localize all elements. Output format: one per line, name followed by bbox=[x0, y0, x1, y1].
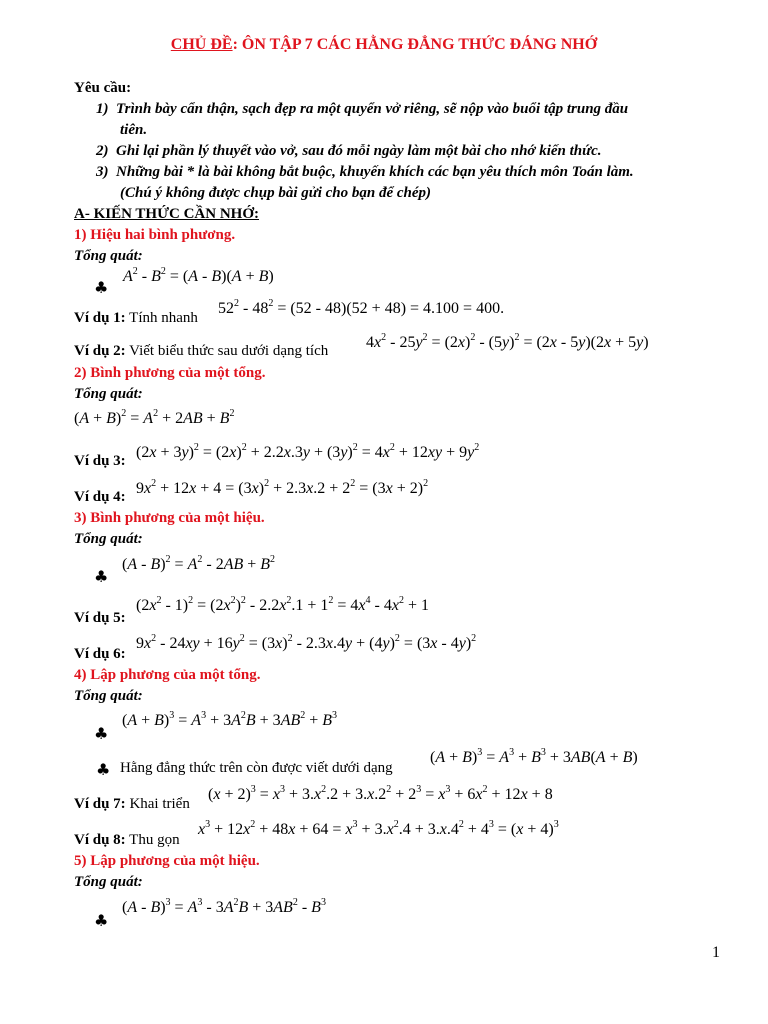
general-label: Tổng quát: bbox=[74, 688, 143, 704]
formula-example-2: $4x^2 - 25y^2 = (2x)^2 - (5y)^2 = (2x - 5y)(2x + 5y)$ bbox=[366, 332, 649, 351]
page-title bbox=[0, 36, 768, 54]
list-item-continuation: (Chú ý không được chụp bài gửi cho bạn để chép) bbox=[120, 185, 432, 201]
page-number: 1 bbox=[712, 944, 720, 961]
example-3-label: Ví dụ 3: bbox=[74, 453, 126, 469]
general-label: Tổng quát: bbox=[74, 386, 143, 402]
example-4-label: Ví dụ 4: bbox=[74, 489, 126, 505]
formula-difference-of-squares: $A^2 - B^2 = (A - B)(A + B)$ bbox=[123, 266, 274, 285]
list-item: 2) Ghi lại phần lý thuyết vào vở, sau đó mỗi ngày làm một bài cho nhớ kiến thức. bbox=[96, 143, 602, 159]
section-4-heading: 4) Lập phương của một tổng. bbox=[74, 667, 261, 683]
formula-example-6: $9x^2 - 24xy + 16y^2 = (3x)^2 - 2.3x.4y + (4y)^2 = (3x - 4y)^2$ bbox=[136, 633, 477, 652]
example-1: Ví dụ 1: Tính nhanh bbox=[74, 310, 198, 326]
formula-example-4: $9x^2 + 12x + 4 = (3x)^2 + 2.3x.2 + 2^2 = (3x + 2)^2$ bbox=[136, 478, 429, 497]
section-5-heading: 5) Lập phương của một hiệu. bbox=[74, 853, 260, 869]
formula-cube-of-sum: $(A + B)^3 = A^3 + 3A^2B + 3AB^2 + B^3$ bbox=[122, 710, 338, 729]
section-1-heading: 1) Hiệu hai bình phương. bbox=[74, 227, 236, 243]
list-item: 3) Những bài * là bài không bắt buộc, khuyến khích các bạn yêu thích môn Toán làm. bbox=[96, 164, 634, 180]
club-icon: ♣ bbox=[94, 911, 109, 930]
formula-example-8: $x^3 + 12x^2 + 48x + 64 = x^3 + 3.x^2.4 + 3.x.4^2 + 4^3 = (x + 4)^3$ bbox=[198, 819, 559, 838]
example-2: Ví dụ 2: Viết biểu thức sau dưới dạng tích bbox=[74, 343, 329, 359]
formula-example-3: $(2x + 3y)^2 = (2x)^2 + 2.2x.3y + (3y)^2 = 4x^2 + 12xy + 9y^2$ bbox=[136, 442, 480, 461]
general-label: Tổng quát: bbox=[74, 531, 143, 547]
cube-sum-alt-text: Hằng đẳng thức trên còn được viết dưới dạng bbox=[120, 760, 393, 776]
general-label: Tổng quát: bbox=[74, 248, 143, 264]
formula-cube-of-difference: $(A - B)^3 = A^3 - 3A^2B + 3AB^2 - B^3$ bbox=[122, 897, 326, 916]
title-text: : ÔN TẬP 7 CÁC HẰNG ĐẲNG THỨC ĐÁNG NHỚ bbox=[232, 36, 598, 53]
section-2-heading: 2) Bình phương của một tổng. bbox=[74, 365, 266, 381]
formula-square-of-sum: $(A + B)^2 = A^2 + 2AB + B^2$ bbox=[74, 408, 235, 427]
formula-example-5: $(2x^2 - 1)^2 = (2x^2)^2 - 2.2x^2.1 + 1^2 = 4x^4 - 4x^2 + 1$ bbox=[136, 595, 429, 614]
club-icon: ♣ bbox=[96, 760, 111, 779]
example-6-label: Ví dụ 6: bbox=[74, 646, 126, 662]
example-5-label: Ví dụ 5: bbox=[74, 610, 126, 626]
club-icon: ♣ bbox=[94, 567, 109, 586]
title-topic-label: CHỦ ĐỀ bbox=[170, 36, 233, 53]
example-8: Ví dụ 8: Thu gọn bbox=[74, 832, 180, 848]
general-label: Tổng quát: bbox=[74, 874, 143, 890]
formula-example-7: $(x + 2)^3 = x^3 + 3.x^2.2 + 3.x.2^2 + 2^3 = x^3 + 6x^2 + 12x + 8$ bbox=[208, 784, 553, 803]
list-item-continuation: tiên. bbox=[120, 122, 148, 138]
club-icon: ♣ bbox=[94, 278, 109, 297]
section-3-heading: 3) Bình phương của một hiệu. bbox=[74, 510, 265, 526]
section-a-heading: A- KIẾN THỨC CẦN NHỚ: bbox=[74, 206, 260, 222]
example-7: Ví dụ 7: Khai triển bbox=[74, 796, 190, 812]
formula-square-of-difference: $(A - B)^2 = A^2 - 2AB + B^2$ bbox=[122, 554, 276, 573]
requirements-heading: Yêu cầu: bbox=[74, 80, 132, 96]
formula-example-1: $52^2 - 48^2 = (52 - 48)(52 + 48) = 4.100 = 400$. bbox=[218, 298, 505, 317]
formula-cube-of-sum-alt: $(A + B)^3 = A^3 + B^3 + 3AB(A + B)$ bbox=[430, 747, 638, 766]
club-icon: ♣ bbox=[94, 724, 109, 743]
list-item: 1) Trình bày cẩn thận, sạch đẹp ra một quyển vở riêng, sẽ nộp vào buổi tập trung đầu bbox=[96, 101, 629, 117]
